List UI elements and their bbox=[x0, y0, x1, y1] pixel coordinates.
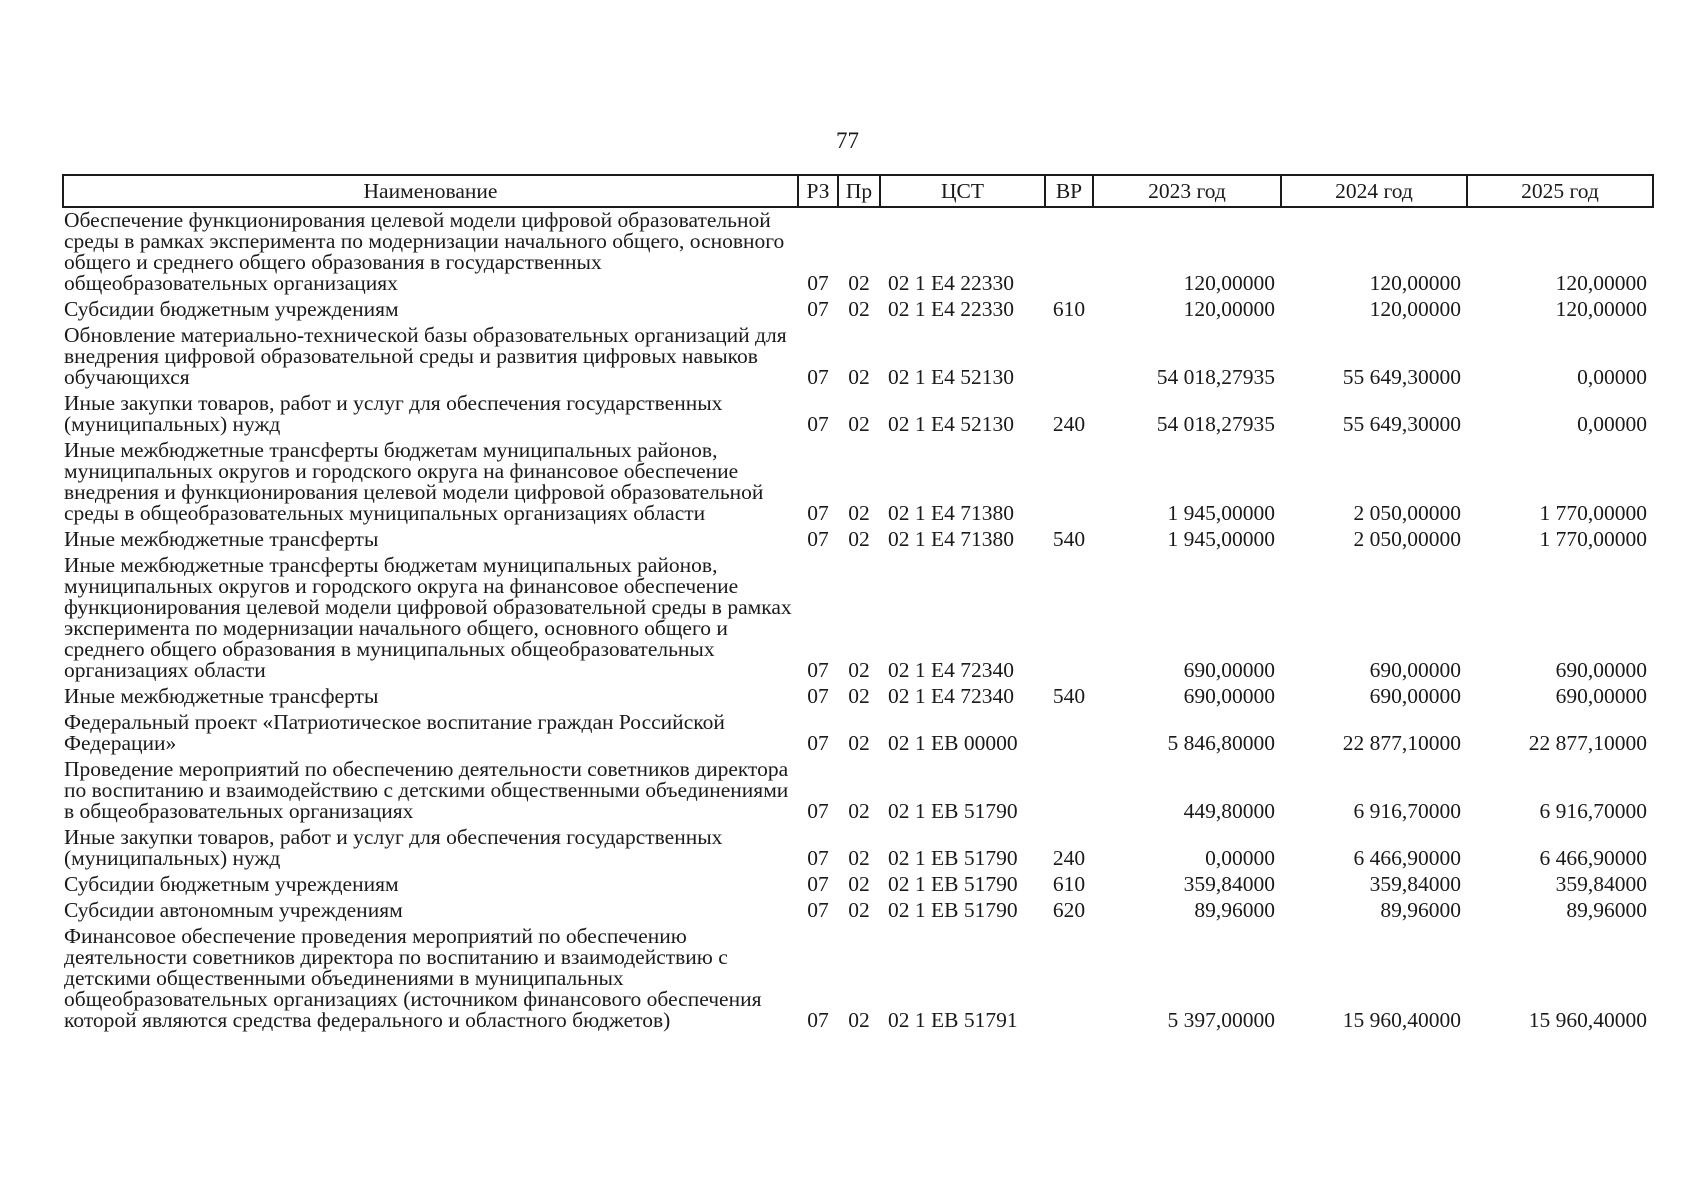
row-2024: 359,84000 bbox=[1369, 872, 1461, 896]
row-2023: 89,96000 bbox=[1194, 898, 1275, 922]
row-rz: 07 bbox=[807, 297, 829, 321]
table-row bbox=[63, 924, 1653, 1034]
row-2025: 120,00000 bbox=[1555, 271, 1647, 295]
row-vr bbox=[1045, 924, 1093, 1034]
row-pr: 02 bbox=[848, 898, 870, 922]
row-cst: 02 1 E4 72340 bbox=[888, 684, 1015, 708]
row-name: Субсидии бюджетным учреждениям bbox=[64, 297, 399, 321]
row-rz: 07 bbox=[807, 501, 829, 525]
row-rz: 07 bbox=[807, 684, 829, 708]
row-2025: 0,00000 bbox=[1577, 365, 1647, 389]
row-2023: 54 018,27935 bbox=[1156, 365, 1275, 389]
row-2025: 6 916,70000 bbox=[1539, 799, 1647, 823]
row-name: Иные межбюджетные трансферты bbox=[64, 684, 379, 708]
row-2023: 359,84000 bbox=[1183, 872, 1275, 896]
row-pr: 02 bbox=[848, 527, 870, 551]
row-vr bbox=[1045, 710, 1093, 757]
row-rz: 07 bbox=[807, 527, 829, 551]
header-name: Наименование bbox=[63, 175, 798, 207]
row-pr: 02 bbox=[848, 846, 870, 870]
row-pr: 02 bbox=[848, 365, 870, 389]
row-name: Субсидии бюджетным учреждениям bbox=[64, 872, 399, 896]
header-cst: ЦСТ bbox=[880, 175, 1045, 207]
row-name: Иные закупки товаров, работ и услуг для обеспечения государственных (муниципальных) нужд bbox=[64, 825, 723, 870]
row-name: Обновление материально-технической базы образовательных организаций для внедрения цифровой образовательной среды и развития цифровых навыков обучающихся bbox=[64, 323, 787, 389]
row-2024: 2 050,00000 bbox=[1353, 527, 1461, 551]
row-rz: 07 bbox=[807, 271, 829, 295]
row-vr bbox=[1045, 438, 1093, 527]
table-body bbox=[63, 207, 1653, 1034]
row-vr bbox=[1045, 757, 1093, 825]
row-2024: 22 877,10000 bbox=[1342, 731, 1461, 755]
row-vr: 240 bbox=[1052, 412, 1086, 436]
header-rz: РЗ bbox=[798, 175, 838, 207]
row-2023: 449,80000 bbox=[1183, 799, 1275, 823]
row-2023: 690,00000 bbox=[1183, 684, 1275, 708]
row-name: Обеспечение функционирования целевой модели цифровой образовательной среды в рамках эксперимента по модернизации начального общего, основного общего и среднего общего образования в государственных общеобразовательных организациях bbox=[64, 208, 785, 295]
header-pr: Пр bbox=[838, 175, 880, 207]
page-number: 77 bbox=[836, 128, 859, 153]
row-2025: 120,00000 bbox=[1555, 297, 1647, 321]
row-vr: 540 bbox=[1052, 527, 1086, 551]
row-name: Проведение мероприятий по обеспечению деятельности советников директора по воспитанию и взаимодействию с детскими общественными объединениями в общеобразовательных организациях bbox=[64, 757, 789, 823]
row-2025: 89,96000 bbox=[1566, 898, 1647, 922]
row-rz: 07 bbox=[807, 898, 829, 922]
row-pr: 02 bbox=[848, 297, 870, 321]
row-rz: 07 bbox=[807, 872, 829, 896]
table-row bbox=[63, 527, 1653, 553]
row-2025: 15 960,40000 bbox=[1528, 1008, 1647, 1032]
row-name: Иные межбюджетные трансферты бюджетам муниципальных районов, муниципальных округов и городского округа на финансовое обеспечение внедрения и функционирования целевой модели цифровой образовательной среды в общеобразовательных муниципальных организациях области bbox=[64, 438, 764, 525]
row-2023: 120,00000 bbox=[1183, 297, 1275, 321]
row-2023: 690,00000 bbox=[1183, 658, 1275, 682]
row-cst: 02 1 EB 51790 bbox=[888, 898, 1018, 922]
header-2023: 2023 год bbox=[1093, 175, 1281, 207]
row-2025: 690,00000 bbox=[1555, 658, 1647, 682]
row-vr: 240 bbox=[1052, 846, 1086, 870]
row-2024: 55 649,30000 bbox=[1342, 412, 1461, 436]
row-cst: 02 1 E4 22330 bbox=[888, 297, 1015, 321]
row-2025: 359,84000 bbox=[1555, 872, 1647, 896]
row-rz: 07 bbox=[807, 731, 829, 755]
row-2023: 5 846,80000 bbox=[1167, 731, 1275, 755]
row-rz: 07 bbox=[807, 799, 829, 823]
row-2024: 690,00000 bbox=[1369, 684, 1461, 708]
row-2024: 120,00000 bbox=[1369, 297, 1461, 321]
row-pr: 02 bbox=[848, 731, 870, 755]
row-name: Финансовое обеспечение проведения мероприятий по обеспечению деятельности советников директора по воспитанию и взаимодействию с детскими общественными объединениями в муниципальных общеобразовательных организациях (источником финансового обеспечения которой являются средства федерального и областного бюджетов) bbox=[64, 924, 762, 1032]
row-2023: 54 018,27935 bbox=[1156, 412, 1275, 436]
row-2025: 1 770,00000 bbox=[1539, 527, 1647, 551]
row-2024: 15 960,40000 bbox=[1342, 1008, 1461, 1032]
row-2023: 1 945,00000 bbox=[1167, 527, 1275, 551]
row-cst: 02 1 E4 71380 bbox=[888, 527, 1015, 551]
row-pr: 02 bbox=[848, 271, 870, 295]
row-rz: 07 bbox=[807, 1008, 829, 1032]
row-cst: 02 1 E4 52130 bbox=[888, 412, 1015, 436]
table-row bbox=[63, 207, 1653, 297]
row-name: Иные закупки товаров, работ и услуг для обеспечения государственных (муниципальных) нужд bbox=[64, 391, 723, 436]
row-2025: 0,00000 bbox=[1577, 412, 1647, 436]
table-row bbox=[63, 323, 1653, 391]
row-name: Субсидии автономным учреждениям bbox=[64, 898, 403, 922]
row-cst: 02 1 E4 22330 bbox=[888, 271, 1015, 295]
row-vr: 610 bbox=[1052, 297, 1086, 321]
row-cst: 02 1 E4 71380 bbox=[888, 501, 1015, 525]
row-2025: 22 877,10000 bbox=[1528, 731, 1647, 755]
row-name: Иные межбюджетные трансферты бюджетам муниципальных районов, муниципальных округов и городского округа на финансовое обеспечение функционирования целевой модели цифровой образовательной среды в рамках эксперимента по модернизации начального общего, основного общего и среднего общего образования в муниципальных общеобразовательных организациях области bbox=[64, 553, 792, 682]
row-rz: 07 bbox=[807, 846, 829, 870]
header-2025: 2025 год bbox=[1467, 175, 1653, 207]
row-rz: 07 bbox=[807, 412, 829, 436]
row-2024: 690,00000 bbox=[1369, 658, 1461, 682]
row-cst: 02 1 E4 52130 bbox=[888, 365, 1015, 389]
table-header bbox=[63, 175, 1653, 207]
row-2025: 6 466,90000 bbox=[1539, 846, 1647, 870]
row-2024: 55 649,30000 bbox=[1342, 365, 1461, 389]
row-2024: 120,00000 bbox=[1369, 271, 1461, 295]
row-cst: 02 1 EB 51790 bbox=[888, 872, 1018, 896]
row-pr: 02 bbox=[848, 799, 870, 823]
row-vr bbox=[1045, 207, 1093, 297]
row-vr bbox=[1045, 323, 1093, 391]
table-row bbox=[63, 438, 1653, 527]
table-row bbox=[63, 872, 1653, 898]
row-2024: 2 050,00000 bbox=[1353, 501, 1461, 525]
row-name: Иные межбюджетные трансферты bbox=[64, 527, 379, 551]
row-vr: 620 bbox=[1052, 898, 1086, 922]
row-2023: 5 397,00000 bbox=[1167, 1008, 1275, 1032]
row-2024: 6 916,70000 bbox=[1353, 799, 1461, 823]
row-rz: 07 bbox=[807, 365, 829, 389]
row-2025: 690,00000 bbox=[1555, 684, 1647, 708]
row-cst: 02 1 E4 72340 bbox=[888, 658, 1015, 682]
row-pr: 02 bbox=[848, 412, 870, 436]
row-2023: 120,00000 bbox=[1183, 271, 1275, 295]
header-vr: ВР bbox=[1045, 175, 1093, 207]
budget-table bbox=[62, 174, 1654, 1034]
table-row bbox=[63, 757, 1653, 825]
table-row bbox=[63, 898, 1653, 924]
row-name: Федеральный проект «Патриотическое воспитание граждан Российской Федерации» bbox=[64, 710, 725, 755]
row-vr: 540 bbox=[1052, 684, 1086, 708]
row-2023: 0,00000 bbox=[1205, 846, 1275, 870]
row-2024: 89,96000 bbox=[1380, 898, 1461, 922]
table-row bbox=[63, 825, 1653, 872]
row-2024: 6 466,90000 bbox=[1353, 846, 1461, 870]
row-2023: 1 945,00000 bbox=[1167, 501, 1275, 525]
row-cst: 02 1 EB 00000 bbox=[888, 731, 1018, 755]
header-2024: 2024 год bbox=[1281, 175, 1467, 207]
table-row bbox=[63, 297, 1653, 323]
row-cst: 02 1 EB 51791 bbox=[888, 1008, 1018, 1032]
table-row bbox=[63, 684, 1653, 710]
row-rz: 07 bbox=[807, 658, 829, 682]
row-2025: 1 770,00000 bbox=[1539, 501, 1647, 525]
row-pr: 02 bbox=[848, 501, 870, 525]
row-pr: 02 bbox=[848, 684, 870, 708]
row-vr: 610 bbox=[1052, 872, 1086, 896]
table-row bbox=[63, 553, 1653, 684]
row-cst: 02 1 EB 51790 bbox=[888, 799, 1018, 823]
row-pr: 02 bbox=[848, 872, 870, 896]
row-pr: 02 bbox=[848, 1008, 870, 1032]
row-vr bbox=[1045, 553, 1093, 684]
row-pr: 02 bbox=[848, 658, 870, 682]
table-row bbox=[63, 710, 1653, 757]
table-row bbox=[63, 391, 1653, 438]
row-cst: 02 1 EB 51790 bbox=[888, 846, 1018, 870]
